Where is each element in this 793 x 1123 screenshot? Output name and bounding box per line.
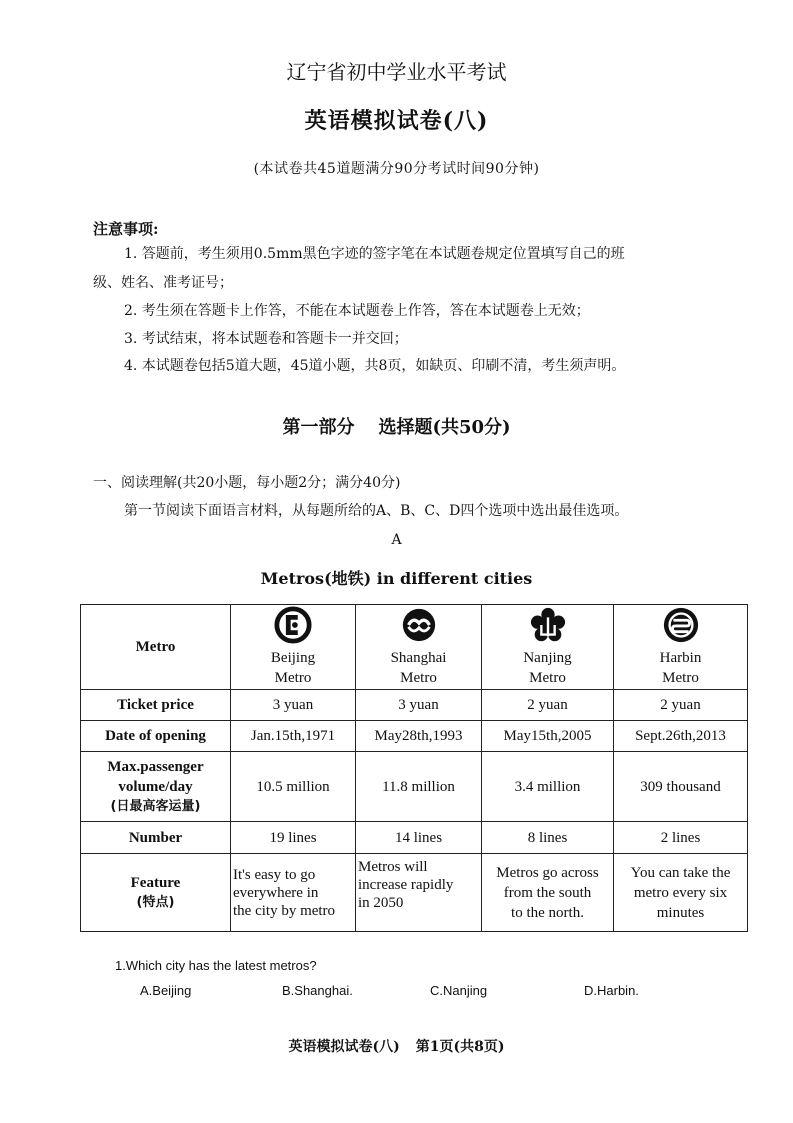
feature-nanjing-line-2: from the south — [503, 884, 592, 901]
passenger-volume-harbin: 309 thousand — [614, 752, 748, 822]
feature-nanjing-line-1: Metros go across — [496, 864, 599, 881]
ticket-price-row — [81, 690, 748, 721]
footer-paper-title: 英语模拟试卷(八) — [288, 1039, 400, 1055]
opening-date-label: Date of opening — [81, 721, 231, 752]
exam-title: 辽宁省初中学业水平考试 — [286, 60, 507, 84]
question-1: 1.Which city has the latest metros? — [115, 958, 317, 973]
metro-header-row — [81, 605, 748, 690]
feature-shanghai-line-2: increase rapidly — [358, 877, 454, 893]
page-footer — [0, 1036, 793, 1056]
passenger-volume-label-2: volume/day — [118, 778, 193, 795]
opening-date-row — [81, 721, 748, 752]
shanghai-metro-cell — [356, 605, 482, 690]
feature-beijing-line-3: the city by metro — [233, 902, 336, 919]
ticket-price-nanjing: 2 yuan — [482, 690, 614, 721]
part-title: 选择题(共50分) — [378, 417, 511, 438]
feature-harbin-line-1: You can take the — [630, 864, 731, 881]
feature-shanghai-line-3: in 2050 — [358, 895, 404, 911]
notice-item-1: 1. 答题前，考生须用0.5mm黑色字迹的签字笔在本试题卷规定位置填写自己的班 — [124, 246, 625, 262]
feature-beijing-line-2: everywhere in — [233, 884, 319, 901]
passage-letter: A — [391, 532, 402, 548]
passenger-volume-shanghai: 11.8 million — [356, 752, 482, 822]
passenger-volume-row — [81, 752, 748, 822]
passenger-volume-beijing: 10.5 million — [231, 752, 356, 822]
beijing-metro-cell — [231, 605, 356, 690]
feature-beijing — [231, 854, 356, 932]
shanghai-name: Shanghai — [390, 650, 447, 666]
feature-shanghai-line-1: Metros will — [358, 859, 428, 875]
part-number: 第一部分 — [282, 417, 355, 438]
feature-harbin — [614, 854, 748, 932]
line-number-harbin: 2 lines — [614, 822, 748, 854]
exam-info: (本试卷共45道题满分90分考试时间90分钟) — [253, 161, 540, 177]
notice-item-2: 2. 考生须在答题卡上作答，不能在本试题卷上作答，答在本试题卷上无效； — [124, 303, 590, 319]
ticket-price-harbin: 2 yuan — [614, 690, 748, 721]
ticket-price-beijing: 3 yuan — [231, 690, 356, 721]
feature-label-2: (特点) — [136, 894, 175, 910]
shanghai-metro-logo-icon — [400, 606, 438, 644]
harbin-metro-logo-icon — [662, 606, 700, 644]
ticket-price-shanghai: 3 yuan — [356, 690, 482, 721]
feature-beijing-line-1: It's easy to go — [233, 866, 316, 883]
metro-label: Metro — [135, 639, 176, 655]
shanghai-metro-word: Metro — [400, 670, 437, 686]
nanjing-metro-cell — [482, 605, 614, 690]
feature-label-1: Feature — [130, 874, 181, 891]
nanjing-name: Nanjing — [523, 650, 572, 666]
opening-date-shanghai: May28th,1993 — [356, 721, 482, 752]
feature-shanghai — [356, 854, 482, 932]
question-1-option-c: C.Nanjing — [430, 983, 488, 998]
beijing-metro-word: Metro — [274, 670, 312, 686]
feature-harbin-line-2: metro every six — [633, 884, 728, 901]
harbin-name: Harbin — [659, 650, 702, 666]
footer-page-number: 第1页(共8页) — [415, 1039, 505, 1055]
paper-title: 英语模拟试卷(八) — [304, 108, 489, 134]
harbin-metro-word: Metro — [662, 670, 699, 686]
feature-nanjing — [482, 854, 614, 932]
part-heading — [0, 413, 793, 439]
notice-item-1-cont: 级、姓名、准考证号； — [93, 275, 233, 291]
line-number-nanjing: 8 lines — [482, 822, 614, 854]
line-number-shanghai: 14 lines — [356, 822, 482, 854]
feature-nanjing-line-3: to the north. — [511, 904, 584, 921]
passenger-volume-label-1: Max.passenger — [107, 758, 204, 775]
feature-harbin-line-3: minutes — [656, 904, 705, 921]
ticket-price-label: Ticket price — [81, 690, 231, 721]
metro-label-cell — [81, 605, 231, 690]
section-instruction: 第一节阅读下面语言材料，从每题所给的A、B、C、D四个选项中选出最佳选项。 — [124, 503, 629, 519]
harbin-metro-cell — [614, 605, 748, 690]
notice-item-4: 4. 本试题卷包括5道大题，45道小题，共8页，如缺页、印刷不清，考生须声明。 — [124, 358, 626, 374]
line-number-label: Number — [81, 822, 231, 854]
notice-heading: 注意事项: — [93, 220, 159, 238]
metro-table — [80, 604, 748, 932]
passenger-volume-label-3: (日最高客运量) — [110, 798, 201, 814]
feature-label — [81, 854, 231, 932]
opening-date-harbin: Sept.26th,2013 — [614, 721, 748, 752]
notice-item-3: 3. 考试结束，将本试题卷和答题卡一并交回； — [124, 331, 408, 347]
passenger-volume-nanjing: 3.4 million — [482, 752, 614, 822]
beijing-metro-logo-icon — [274, 606, 312, 644]
beijing-name: Beijing — [270, 650, 316, 666]
opening-date-nanjing: May15th,2005 — [482, 721, 614, 752]
question-1-option-b: B.Shanghai. — [282, 983, 353, 998]
passenger-volume-label — [81, 752, 231, 822]
line-number-beijing: 19 lines — [231, 822, 356, 854]
question-1-option-d: D.Harbin. — [584, 983, 639, 998]
table-title: Metros(地铁) in different cities — [260, 569, 533, 588]
section-heading: 一、阅读理解(共20小题，每小题2分；满分40分) — [93, 475, 401, 491]
line-number-row — [81, 822, 748, 854]
nanjing-metro-word: Metro — [529, 670, 566, 686]
question-1-option-a: A.Beijing — [140, 983, 192, 998]
nanjing-metro-logo-icon — [529, 606, 567, 644]
feature-row — [81, 854, 748, 932]
opening-date-beijing: Jan.15th,1971 — [231, 721, 356, 752]
